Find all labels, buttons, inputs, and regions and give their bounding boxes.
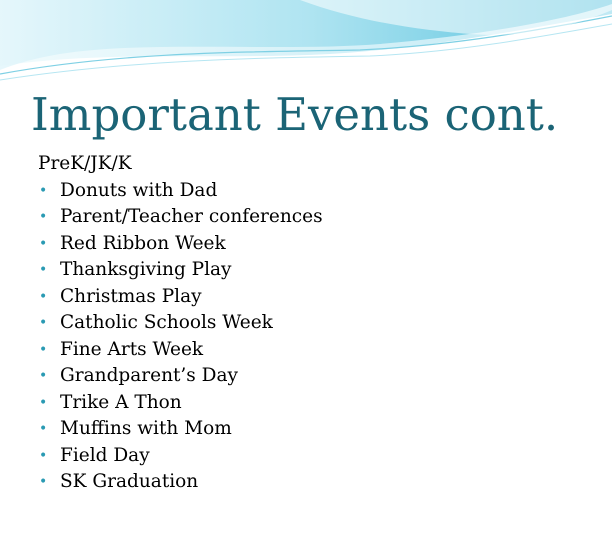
list-item (38, 284, 598, 311)
bullet-icon: • (39, 209, 48, 225)
list-item-label: Christmas Play (60, 285, 202, 307)
bullet-icon: • (39, 182, 48, 199)
list-item (38, 469, 598, 496)
list-item (38, 310, 598, 337)
list-item (38, 390, 598, 417)
bullet-icon: • (39, 288, 48, 305)
list-item (38, 337, 598, 364)
event-list (38, 178, 598, 496)
bullet-icon: • (39, 368, 48, 384)
list-item-label: Fine Arts Week (60, 338, 204, 360)
list-item-label: Parent/Teacher conferences (60, 206, 323, 227)
list-item-label: Muffins with Mom (60, 418, 232, 439)
list-item-label: Trike A Thon (60, 391, 182, 413)
list-item (38, 416, 598, 443)
list-item-label: Donuts with Dad (60, 179, 218, 201)
list-item-label: Red Ribbon Week (60, 232, 226, 254)
bullet-icon: • (39, 447, 48, 464)
slide-content (38, 151, 598, 496)
list-item (38, 231, 598, 258)
bullet-icon: • (39, 315, 48, 331)
list-item-label: Field Day (60, 444, 150, 466)
list-item-label: SK Graduation (60, 471, 199, 492)
bullet-icon: • (39, 262, 48, 278)
list-item (38, 257, 598, 284)
bullet-icon: • (39, 421, 48, 437)
list-item-label: Thanksgiving Play (60, 259, 232, 280)
section-heading: PreK/JK/K (38, 153, 132, 174)
bullet-icon: • (39, 474, 48, 490)
slide-title: Important Events cont. (31, 88, 559, 141)
list-item-label: Grandparent’s Day (60, 365, 238, 386)
bullet-icon: • (39, 394, 48, 411)
header-wave-decoration (0, 0, 612, 90)
bullet-icon: • (39, 341, 48, 358)
list-item (38, 443, 598, 470)
bullet-icon: • (39, 235, 48, 252)
list-item (38, 204, 598, 231)
list-item-label: Catholic Schools Week (60, 312, 273, 333)
list-item (38, 178, 598, 205)
list-item (38, 363, 598, 390)
